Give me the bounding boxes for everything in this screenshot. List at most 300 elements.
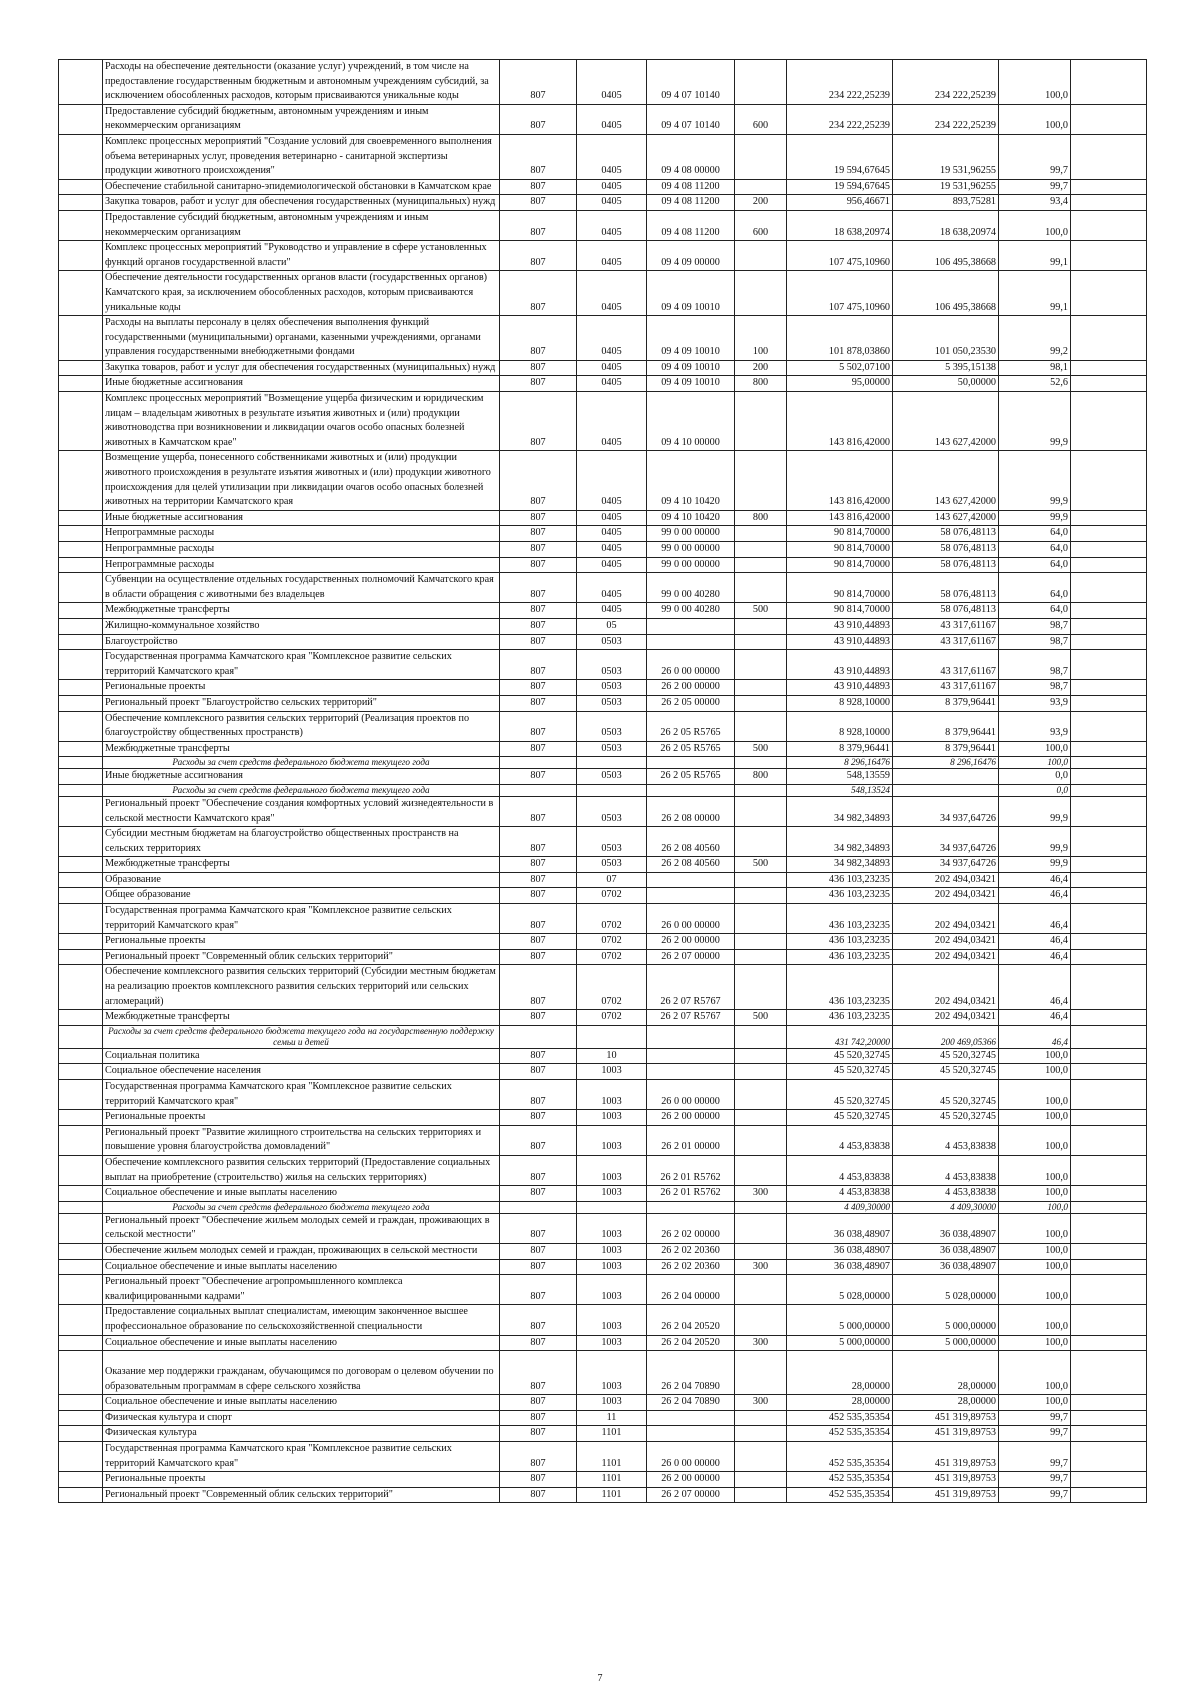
- section-code: 0405: [577, 392, 647, 451]
- target-article-code: 09 4 09 10010: [647, 271, 735, 316]
- section-code: [577, 757, 647, 769]
- planned-amount: 90 814,70000: [787, 573, 893, 603]
- row-name: Региональный проект "Развитие жилищного строительства на сельских территориях и повышение уровня благоустройства домовладений": [103, 1125, 500, 1155]
- actual-amount: 58 076,48113: [893, 573, 999, 603]
- ved-code: 807: [500, 1259, 577, 1275]
- ved-code: 807: [500, 104, 577, 134]
- expense-type-code: [735, 60, 787, 105]
- row-name: Предоставление субсидий бюджетным, автономным учреждениям и иным некоммерческим организациям: [103, 104, 500, 134]
- expense-type-code: [735, 757, 787, 769]
- blank-cell: [1071, 1048, 1147, 1064]
- expense-type-code: [735, 1080, 787, 1110]
- blank-cell: [59, 1426, 103, 1442]
- target-article-code: [647, 1426, 735, 1442]
- table-row: [59, 1110, 1147, 1126]
- row-name: Социальная политика: [103, 1048, 500, 1064]
- execution-percent: 46,4: [999, 888, 1071, 904]
- ved-code: 807: [500, 827, 577, 857]
- execution-percent: 100,0: [999, 1351, 1071, 1395]
- actual-amount: 106 495,38668: [893, 271, 999, 316]
- expense-type-code: 500: [735, 857, 787, 873]
- ved-code: [500, 757, 577, 769]
- execution-percent: 93,9: [999, 695, 1071, 711]
- actual-amount: 451 319,89753: [893, 1410, 999, 1426]
- ved-code: 807: [500, 179, 577, 195]
- section-code: 0702: [577, 1010, 647, 1026]
- blank-cell: [59, 1186, 103, 1202]
- blank-cell: [1071, 741, 1147, 757]
- planned-amount: 5 028,00000: [787, 1275, 893, 1305]
- execution-percent: 100,0: [999, 1125, 1071, 1155]
- target-article-code: [647, 1048, 735, 1064]
- actual-amount: 451 319,89753: [893, 1442, 999, 1472]
- ved-code: 807: [500, 451, 577, 510]
- blank-cell: [1071, 904, 1147, 934]
- target-article-code: 26 2 08 40560: [647, 827, 735, 857]
- actual-amount: 202 494,03421: [893, 872, 999, 888]
- execution-percent: 99,1: [999, 241, 1071, 271]
- planned-amount: 90 814,70000: [787, 557, 893, 573]
- blank-cell: [1071, 934, 1147, 950]
- target-article-code: 09 4 08 11200: [647, 195, 735, 211]
- expense-type-code: [735, 796, 787, 826]
- actual-amount: 34 937,64726: [893, 827, 999, 857]
- row-name: Комплекс процессных мероприятий "Руководство и управление в сфере установленных функций органов государственной власти": [103, 241, 500, 271]
- note-row: [59, 757, 1147, 769]
- execution-percent: 93,4: [999, 195, 1071, 211]
- target-article-code: 26 2 01 00000: [647, 1125, 735, 1155]
- target-article-code: 26 2 04 70890: [647, 1395, 735, 1411]
- actual-amount: 5 395,15138: [893, 360, 999, 376]
- target-article-code: 26 0 00 00000: [647, 904, 735, 934]
- execution-percent: 46,4: [999, 949, 1071, 965]
- expense-type-code: [735, 888, 787, 904]
- row-name: Непрограммные расходы: [103, 526, 500, 542]
- planned-amount: 45 520,32745: [787, 1064, 893, 1080]
- ved-code: 807: [500, 1351, 577, 1395]
- table-row: [59, 542, 1147, 558]
- execution-percent: 98,7: [999, 634, 1071, 650]
- target-article-code: 26 2 00 00000: [647, 934, 735, 950]
- section-code: 0702: [577, 934, 647, 950]
- row-name: Закупка товаров, работ и услуг для обеспечения государственных (муниципальных) нужд: [103, 195, 500, 211]
- target-article-code: 09 4 09 10010: [647, 360, 735, 376]
- expense-type-code: 800: [735, 376, 787, 392]
- row-name: Социальное обеспечение и иные выплаты населению: [103, 1186, 500, 1202]
- section-code: 0405: [577, 451, 647, 510]
- expense-type-code: 100: [735, 316, 787, 361]
- table-row: [59, 451, 1147, 510]
- target-article-code: 09 4 09 10010: [647, 316, 735, 361]
- section-code: 1003: [577, 1351, 647, 1395]
- planned-amount: 43 910,44893: [787, 634, 893, 650]
- blank-cell: [59, 451, 103, 510]
- target-article-code: 26 2 00 00000: [647, 1472, 735, 1488]
- expense-type-code: [735, 934, 787, 950]
- blank-cell: [59, 316, 103, 361]
- blank-cell: [1071, 949, 1147, 965]
- execution-percent: 99,7: [999, 1442, 1071, 1472]
- planned-amount: 431 742,20000: [787, 1025, 893, 1048]
- ved-code: 807: [500, 1155, 577, 1185]
- table-row: [59, 104, 1147, 134]
- section-code: 0405: [577, 360, 647, 376]
- table-row: [59, 1010, 1147, 1026]
- blank-cell: [59, 1259, 103, 1275]
- target-article-code: 99 0 00 40280: [647, 573, 735, 603]
- blank-cell: [59, 542, 103, 558]
- expense-type-code: [735, 1110, 787, 1126]
- execution-percent: 46,4: [999, 872, 1071, 888]
- execution-percent: 100,0: [999, 60, 1071, 105]
- blank-cell: [59, 1410, 103, 1426]
- expense-type-code: 600: [735, 210, 787, 240]
- ved-code: 807: [500, 711, 577, 741]
- planned-amount: 90 814,70000: [787, 542, 893, 558]
- expense-type-code: [735, 618, 787, 634]
- blank-cell: [1071, 60, 1147, 105]
- table-row: [59, 60, 1147, 105]
- blank-cell: [1071, 179, 1147, 195]
- actual-amount: 36 038,48907: [893, 1213, 999, 1243]
- row-name: Расходы за счет средств федерального бюджета текущего года: [103, 784, 500, 796]
- actual-amount: 8 379,96441: [893, 695, 999, 711]
- section-code: 1003: [577, 1080, 647, 1110]
- row-name: Расходы на обеспечение деятельности (оказание услуг) учреждений, в том числе на предоставление государственным бюджетным и автономным учреждениям субсидий, за исключением обособленных расходов, которым присваиваются уникальные коды: [103, 60, 500, 105]
- planned-amount: 548,13524: [787, 784, 893, 796]
- ved-code: 807: [500, 134, 577, 179]
- expense-type-code: [735, 1243, 787, 1259]
- actual-amount: 50,00000: [893, 376, 999, 392]
- table-row: [59, 796, 1147, 826]
- actual-amount: 58 076,48113: [893, 603, 999, 619]
- expense-type-code: [735, 542, 787, 558]
- target-article-code: 26 2 04 70890: [647, 1351, 735, 1395]
- table-row: [59, 1048, 1147, 1064]
- expense-type-code: [735, 1472, 787, 1488]
- expense-type-code: [735, 1125, 787, 1155]
- section-code: 0503: [577, 680, 647, 696]
- blank-cell: [1071, 557, 1147, 573]
- execution-percent: 100,0: [999, 1305, 1071, 1335]
- blank-cell: [1071, 1472, 1147, 1488]
- ved-code: 807: [500, 376, 577, 392]
- section-code: 0405: [577, 271, 647, 316]
- blank-cell: [1071, 542, 1147, 558]
- expense-type-code: [735, 573, 787, 603]
- target-article-code: [647, 1025, 735, 1048]
- expense-type-code: [735, 650, 787, 680]
- section-code: 0503: [577, 857, 647, 873]
- expense-type-code: [735, 1025, 787, 1048]
- table-row: [59, 573, 1147, 603]
- section-code: [577, 1201, 647, 1213]
- blank-cell: [1071, 1243, 1147, 1259]
- blank-cell: [59, 618, 103, 634]
- target-article-code: 26 2 07 R5767: [647, 1010, 735, 1026]
- ved-code: 807: [500, 1472, 577, 1488]
- ved-code: 807: [500, 1305, 577, 1335]
- actual-amount: 45 520,32745: [893, 1110, 999, 1126]
- planned-amount: 4 453,83838: [787, 1155, 893, 1185]
- planned-amount: 95,00000: [787, 376, 893, 392]
- blank-cell: [59, 134, 103, 179]
- actual-amount: 202 494,03421: [893, 949, 999, 965]
- blank-cell: [1071, 1426, 1147, 1442]
- row-name: Возмещение ущерба, понесенного собственниками животных и (или) продукции животного происхождения в результате изъятия животных и (или) продукции животного происхождения для целей утилизации при ликвидации очагов особо опасных болезней животных на территории Камчатского края: [103, 451, 500, 510]
- blank-cell: [59, 526, 103, 542]
- ved-code: [500, 784, 577, 796]
- table-row: [59, 210, 1147, 240]
- actual-amount: [893, 784, 999, 796]
- blank-cell: [1071, 857, 1147, 873]
- ved-code: 807: [500, 392, 577, 451]
- blank-cell: [59, 872, 103, 888]
- target-article-code: 26 2 04 20520: [647, 1335, 735, 1351]
- ved-code: 807: [500, 1064, 577, 1080]
- expense-type-code: [735, 872, 787, 888]
- expense-type-code: 300: [735, 1186, 787, 1202]
- actual-amount: 45 520,32745: [893, 1080, 999, 1110]
- expense-type-code: [735, 634, 787, 650]
- target-article-code: 26 2 08 40560: [647, 857, 735, 873]
- ved-code: 807: [500, 904, 577, 934]
- blank-cell: [59, 1213, 103, 1243]
- table-row: [59, 1243, 1147, 1259]
- planned-amount: 452 535,35354: [787, 1487, 893, 1503]
- section-code: 1003: [577, 1213, 647, 1243]
- section-code: 1003: [577, 1110, 647, 1126]
- actual-amount: 234 222,25239: [893, 60, 999, 105]
- ved-code: 807: [500, 557, 577, 573]
- expense-type-code: [735, 1351, 787, 1395]
- section-code: 0405: [577, 376, 647, 392]
- section-code: 0503: [577, 769, 647, 785]
- expense-type-code: [735, 1213, 787, 1243]
- row-name: Межбюджетные трансферты: [103, 741, 500, 757]
- table-row: [59, 1351, 1147, 1395]
- ved-code: 807: [500, 741, 577, 757]
- ved-code: 807: [500, 316, 577, 361]
- blank-cell: [59, 1243, 103, 1259]
- ved-code: 807: [500, 573, 577, 603]
- expense-type-code: [735, 1155, 787, 1185]
- ved-code: 807: [500, 1243, 577, 1259]
- row-name: Расходы за счет средств федерального бюджета текущего года на государственную поддержку семьи и детей: [103, 1025, 500, 1048]
- planned-amount: 548,13559: [787, 769, 893, 785]
- actual-amount: 36 038,48907: [893, 1259, 999, 1275]
- target-article-code: 26 0 00 00000: [647, 1080, 735, 1110]
- ved-code: 807: [500, 195, 577, 211]
- planned-amount: 436 103,23235: [787, 934, 893, 950]
- actual-amount: 5 000,00000: [893, 1305, 999, 1335]
- blank-cell: [1071, 1110, 1147, 1126]
- target-article-code: 09 4 09 10010: [647, 376, 735, 392]
- target-article-code: 26 2 05 R5765: [647, 741, 735, 757]
- blank-cell: [1071, 1125, 1147, 1155]
- budget-table: [58, 59, 1147, 1503]
- section-code: 0405: [577, 542, 647, 558]
- planned-amount: 36 038,48907: [787, 1259, 893, 1275]
- execution-percent: 99,1: [999, 271, 1071, 316]
- ved-code: 807: [500, 60, 577, 105]
- planned-amount: 452 535,35354: [787, 1426, 893, 1442]
- row-name: Социальное обеспечение и иные выплаты населению: [103, 1335, 500, 1351]
- execution-percent: 100,0: [999, 1395, 1071, 1411]
- expense-type-code: [735, 949, 787, 965]
- blank-cell: [59, 1048, 103, 1064]
- ved-code: 807: [500, 271, 577, 316]
- table-row: [59, 360, 1147, 376]
- ved-code: 807: [500, 210, 577, 240]
- ved-code: [500, 1201, 577, 1213]
- execution-percent: 99,9: [999, 510, 1071, 526]
- execution-percent: 99,7: [999, 134, 1071, 179]
- ved-code: 807: [500, 360, 577, 376]
- blank-cell: [59, 695, 103, 711]
- ved-code: 807: [500, 888, 577, 904]
- actual-amount: 19 531,96255: [893, 134, 999, 179]
- table-row: [59, 376, 1147, 392]
- planned-amount: 8 928,10000: [787, 711, 893, 741]
- section-code: 1003: [577, 1155, 647, 1185]
- target-article-code: 99 0 00 00000: [647, 526, 735, 542]
- execution-percent: 100,0: [999, 1080, 1071, 1110]
- row-name: Предоставление социальных выплат специалистам, имеющим законченное высшее профессиональное образование по сельскохозяйственной специальности: [103, 1305, 500, 1335]
- blank-cell: [1071, 888, 1147, 904]
- table-row: [59, 934, 1147, 950]
- section-code: 1003: [577, 1064, 647, 1080]
- execution-percent: 64,0: [999, 526, 1071, 542]
- target-article-code: 09 4 09 00000: [647, 241, 735, 271]
- row-name: Комплекс процессных мероприятий "Создание условий для своевременного выполнения объема ветеринарных услуг, проведения ветеринарно - санитарной экспертизы продукции животного происхождения": [103, 134, 500, 179]
- execution-percent: 100,0: [999, 104, 1071, 134]
- section-code: 1003: [577, 1259, 647, 1275]
- ved-code: 807: [500, 1010, 577, 1026]
- blank-cell: [1071, 271, 1147, 316]
- row-name: Региональный проект "Благоустройство сельских территорий": [103, 695, 500, 711]
- table-row: [59, 695, 1147, 711]
- section-code: 07: [577, 872, 647, 888]
- blank-cell: [59, 360, 103, 376]
- ved-code: 807: [500, 1410, 577, 1426]
- blank-cell: [1071, 1410, 1147, 1426]
- table-row: [59, 603, 1147, 619]
- row-name: Физическая культура и спорт: [103, 1410, 500, 1426]
- expense-type-code: [735, 1442, 787, 1472]
- blank-cell: [1071, 1487, 1147, 1503]
- blank-cell: [1071, 392, 1147, 451]
- row-name: Региональные проекты: [103, 680, 500, 696]
- execution-percent: 99,9: [999, 827, 1071, 857]
- section-code: 11: [577, 1410, 647, 1426]
- planned-amount: 43 910,44893: [787, 680, 893, 696]
- blank-cell: [59, 634, 103, 650]
- planned-amount: 5 000,00000: [787, 1305, 893, 1335]
- row-name: Государственная программа Камчатского края "Комплексное развитие сельских территорий Камчатского края": [103, 1080, 500, 1110]
- target-article-code: 26 2 02 20360: [647, 1243, 735, 1259]
- target-article-code: 99 0 00 40280: [647, 603, 735, 619]
- target-article-code: 09 4 08 11200: [647, 210, 735, 240]
- planned-amount: 4 453,83838: [787, 1186, 893, 1202]
- row-name: Социальное обеспечение и иные выплаты населению: [103, 1395, 500, 1411]
- execution-percent: 46,4: [999, 1010, 1071, 1026]
- blank-cell: [59, 827, 103, 857]
- table-row: [59, 904, 1147, 934]
- blank-cell: [1071, 872, 1147, 888]
- actual-amount: 28,00000: [893, 1351, 999, 1395]
- blank-cell: [1071, 1064, 1147, 1080]
- table-row: [59, 392, 1147, 451]
- blank-cell: [1071, 451, 1147, 510]
- section-code: 1003: [577, 1395, 647, 1411]
- execution-percent: 64,0: [999, 542, 1071, 558]
- planned-amount: 143 816,42000: [787, 392, 893, 451]
- blank-cell: [1071, 1201, 1147, 1213]
- row-name: Региональный проект "Обеспечение агропромышленного комплекса квалифицированными кадрами": [103, 1275, 500, 1305]
- row-name: Расходы за счет средств федерального бюджета текущего года: [103, 1201, 500, 1213]
- ved-code: 807: [500, 603, 577, 619]
- actual-amount: 43 317,61167: [893, 650, 999, 680]
- planned-amount: 107 475,10960: [787, 241, 893, 271]
- blank-cell: [1071, 1395, 1147, 1411]
- actual-amount: 234 222,25239: [893, 104, 999, 134]
- planned-amount: 34 982,34893: [787, 857, 893, 873]
- ved-code: 807: [500, 634, 577, 650]
- actual-amount: 202 494,03421: [893, 904, 999, 934]
- blank-cell: [59, 650, 103, 680]
- blank-cell: [59, 796, 103, 826]
- blank-cell: [1071, 573, 1147, 603]
- table-row: [59, 1080, 1147, 1110]
- execution-percent: 64,0: [999, 557, 1071, 573]
- table-row: [59, 1335, 1147, 1351]
- blank-cell: [59, 392, 103, 451]
- blank-cell: [1071, 1259, 1147, 1275]
- planned-amount: 436 103,23235: [787, 965, 893, 1010]
- table-row: [59, 316, 1147, 361]
- planned-amount: 19 594,67645: [787, 134, 893, 179]
- blank-cell: [59, 376, 103, 392]
- blank-cell: [59, 60, 103, 105]
- ved-code: 807: [500, 1335, 577, 1351]
- blank-cell: [59, 1110, 103, 1126]
- table-row: [59, 1259, 1147, 1275]
- table-row: [59, 195, 1147, 211]
- expense-type-code: [735, 557, 787, 573]
- table-row: [59, 827, 1147, 857]
- ved-code: 807: [500, 872, 577, 888]
- row-name: Жилищно-коммунальное хозяйство: [103, 618, 500, 634]
- actual-amount: 200 469,05366: [893, 1025, 999, 1048]
- execution-percent: 99,9: [999, 857, 1071, 873]
- blank-cell: [1071, 634, 1147, 650]
- target-article-code: 09 4 07 10140: [647, 104, 735, 134]
- actual-amount: 19 531,96255: [893, 179, 999, 195]
- table-row: [59, 741, 1147, 757]
- expense-type-code: [735, 784, 787, 796]
- blank-cell: [59, 1275, 103, 1305]
- planned-amount: 4 453,83838: [787, 1125, 893, 1155]
- ved-code: 807: [500, 618, 577, 634]
- execution-percent: 100,0: [999, 1213, 1071, 1243]
- expense-type-code: [735, 392, 787, 451]
- row-name: Социальное обеспечение населения: [103, 1064, 500, 1080]
- target-article-code: 09 4 10 10420: [647, 510, 735, 526]
- blank-cell: [1071, 1213, 1147, 1243]
- actual-amount: 5 028,00000: [893, 1275, 999, 1305]
- blank-cell: [1071, 1025, 1147, 1048]
